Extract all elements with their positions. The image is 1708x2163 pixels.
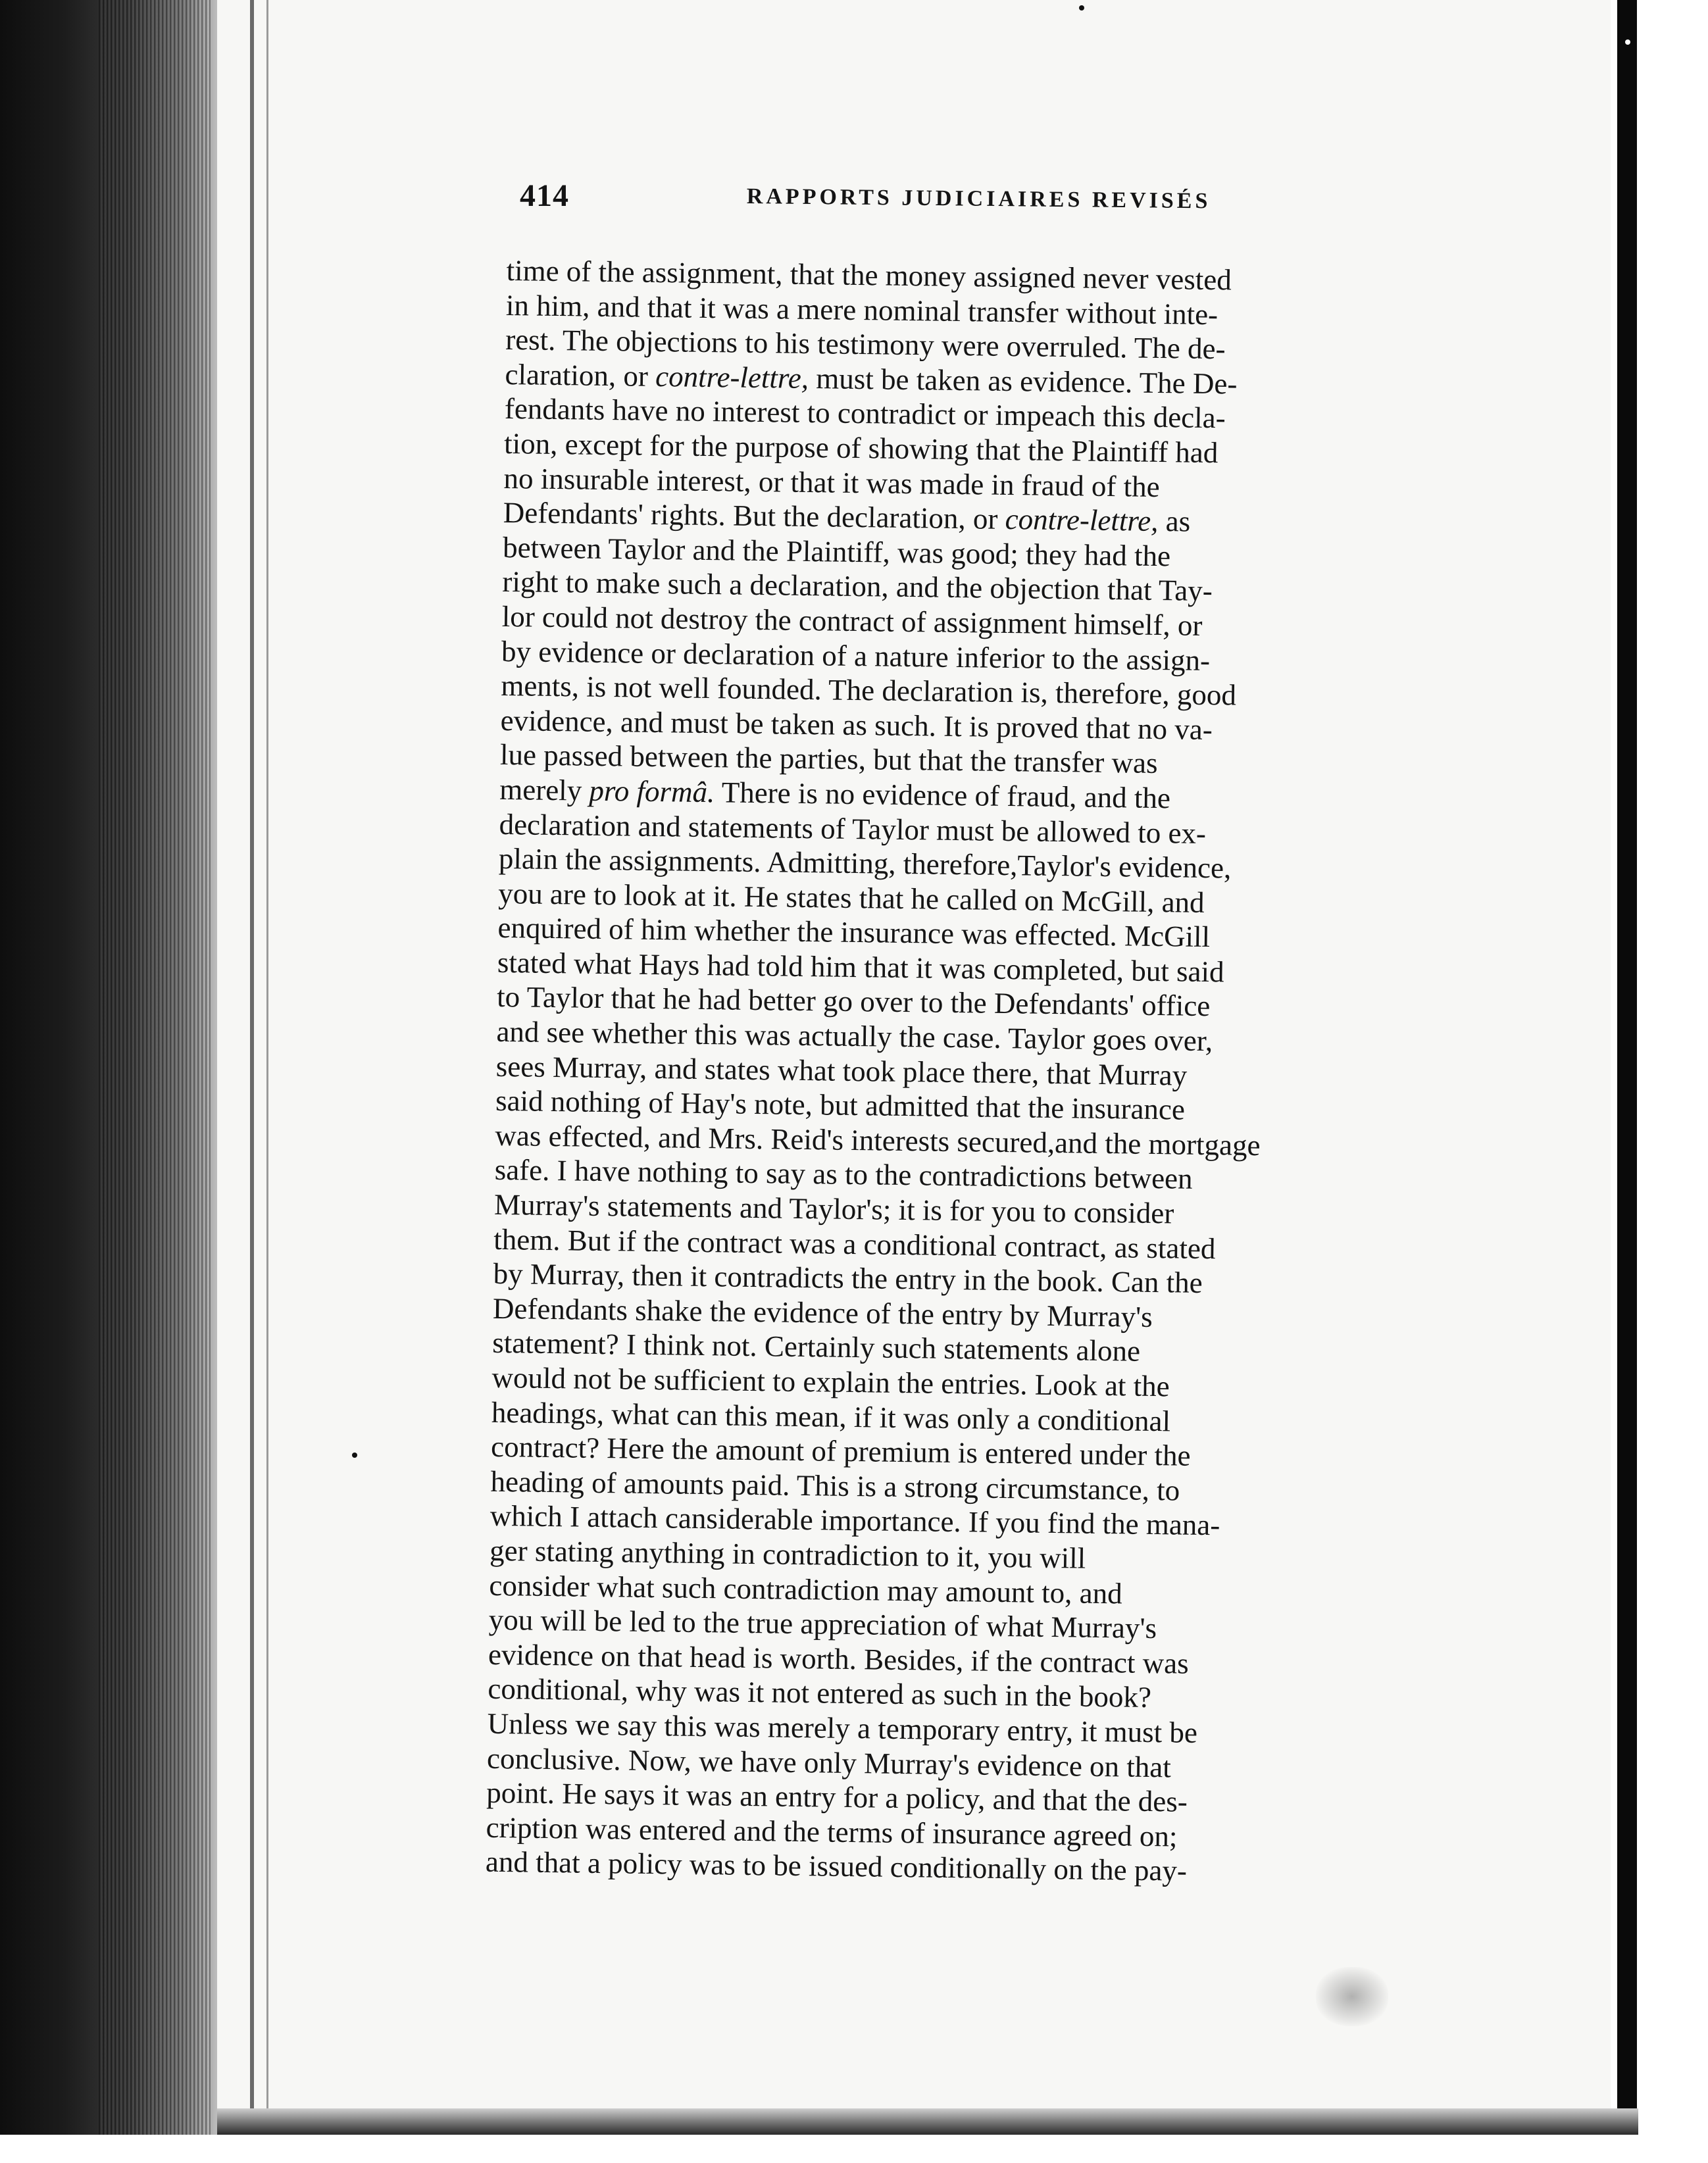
text-segment: cription was entered and the terms of insurance agreed on; (486, 1810, 1178, 1853)
running-title: RAPPORTS JUDICIAIRES REVISÉS (746, 184, 1211, 214)
page-edge-line (266, 0, 268, 2125)
text-segment: evidence, and must be taken as such. It is proved that no va- (500, 703, 1213, 746)
text-segment: and that a policy was to be issued conditionally on the pay- (485, 1845, 1188, 1888)
text-segment: Murray's statements and Taylor's; it is for you to consider (493, 1187, 1174, 1230)
text-segment: time of the assignment, that the money assigned never vested (506, 253, 1232, 297)
text-segment: by Murray, then it contradicts the entry in the book. Can the (493, 1257, 1203, 1300)
scan-speck (1625, 39, 1630, 45)
text-segment: must be taken as evidence. The De- (808, 361, 1238, 401)
text-segment: Defendants' rights. But the declaration, or (503, 496, 1005, 536)
text-segment: merely (499, 772, 590, 807)
text-segment: which I attach cansiderable importance. If you find the mana- (490, 1499, 1220, 1542)
text-segment: said nothing of Hay's note, but admitted that the insurance (495, 1084, 1186, 1126)
text-segment: contract? Here the amount of premium is entered under the (490, 1430, 1191, 1472)
bottom-page-edge (217, 2108, 1638, 2135)
text-segment: safe. I have nothing to say as to the contradictions between (494, 1153, 1193, 1196)
text-segment: consider what such contradiction may amount to, and (489, 1568, 1122, 1610)
text-segment: as (1158, 505, 1191, 538)
text-segment: declaration and statements of Taylor must be allowed to ex- (499, 807, 1207, 850)
text-segment: evidence on that head is worth. Besides, if the contract was (488, 1637, 1190, 1680)
text-segment: Unless we say this was merely a temporary entry, it must be (487, 1706, 1198, 1749)
text-segment: tion, except for the purpose of showing that the Plaintiff had (503, 426, 1218, 470)
text-segment: them. But if the contract was a conditional contract, as stated (493, 1222, 1216, 1265)
text-segment: right to make such a declaration, and the objection that Tay- (502, 565, 1213, 608)
text-segment: lor could not destroy the contract of assignment himself, or (501, 599, 1203, 642)
text-segment: ger stating anything in contradiction to it, you will (489, 1533, 1086, 1575)
italic-phrase: pro formâ. (589, 774, 715, 809)
binding-streaks (99, 0, 211, 2163)
text-segment: conditional, why was it not entered as such in the book? (488, 1672, 1152, 1714)
text-segment: claration, or (505, 357, 656, 393)
text-segment: in him, and that it was a mere nominal transfer without inte- (505, 288, 1218, 331)
scan-speck (352, 1453, 357, 1458)
page-number: 414 (520, 178, 569, 213)
body-text (486, 253, 1428, 1891)
bottom-margin (0, 2135, 1708, 2163)
italic-phrase: contre-lettre, (1005, 503, 1159, 538)
text-segment: by evidence or declaration of a nature inferior to the assign- (501, 634, 1211, 677)
right-film-edge (1617, 0, 1637, 2163)
text-segment: would not be sufficient to explain the entries. Look at the (491, 1360, 1170, 1403)
text-segment: headings, what can this mean, if it was only a conditional (491, 1395, 1171, 1437)
text-segment: conclusive. Now, we have only Murray's evidence on that (486, 1741, 1172, 1783)
text-segment: between Taylor and the Plaintiff, was good; they had the (502, 530, 1171, 572)
text-segment: There is no evidence of fraud, and the (715, 776, 1171, 815)
text-segment: lue passed between the parties, but that the transfer was (499, 738, 1158, 780)
text-segment: plain the assignments. Admitting, therefore,Taylor's evidence, (498, 842, 1232, 885)
text-segment: was effected, and Mrs. Reid's interests secured,and the mortgage (495, 1118, 1261, 1162)
text-segment: statement? I think not. Certainly such statements alone (491, 1326, 1141, 1368)
page-edge-line (250, 0, 254, 2125)
text-segment: Defendants shake the evidence of the entry by Murray's (492, 1291, 1153, 1333)
scan-smudge (1316, 1967, 1388, 2026)
text-segment: sees Murray, and states what took place there, that Murray (495, 1049, 1188, 1092)
text-segment: to Taylor that he had better go over to the Defendants' office (496, 980, 1211, 1023)
text-segment: enquired of him whether the insurance was effected. McGill (497, 911, 1211, 954)
text-segment: and see whether this was actually the case. Taylor goes over, (496, 1014, 1213, 1058)
text-segment: ments, is not well founded. The declaration is, therefore, good (501, 669, 1237, 712)
text-segment: fendants have no interest to contradict or impeach this decla- (504, 392, 1226, 435)
text-segment: stated what Hays had told him that it was completed, but said (497, 945, 1224, 989)
running-head (520, 178, 1250, 224)
text-segment: heading of amounts paid. This is a strong circumstance, to (490, 1464, 1180, 1507)
text-segment: you will be led to the true appreciation of what Murray's (488, 1603, 1157, 1645)
text-segment: no insurable interest, or that it was made in fraud of the (503, 461, 1160, 503)
scan-speck (1079, 5, 1084, 11)
text-segment: point. He says it was an entry for a policy, and that the des- (486, 1776, 1188, 1818)
italic-phrase: contre-lettre, (655, 359, 809, 395)
text-segment: you are to look at it. He states that he called on McGill, and (497, 876, 1205, 919)
text-segment: rest. The objections to his testimony were overruled. The de- (505, 323, 1226, 366)
